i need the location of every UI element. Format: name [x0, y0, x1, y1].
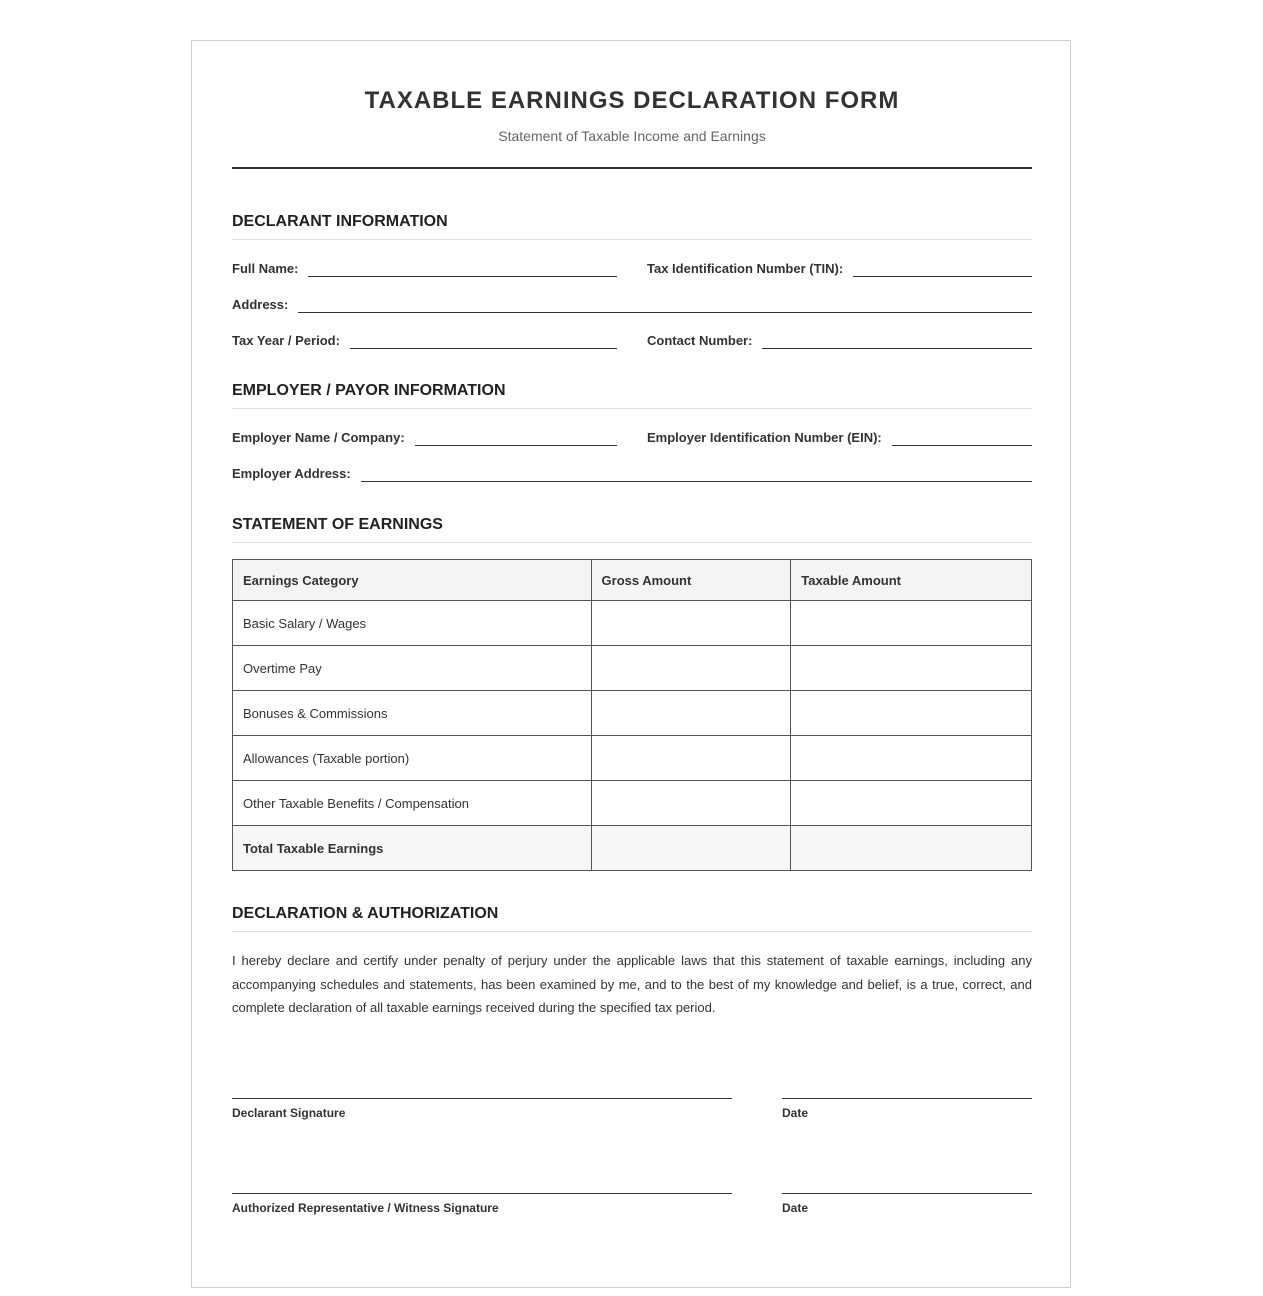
section-heading-declaration: DECLARATION & AUTHORIZATION: [232, 905, 1032, 932]
row-taxable-cell[interactable]: [791, 646, 1032, 691]
table-row: [233, 601, 1032, 646]
row-category: Other Taxable Benefits / Compensation: [233, 781, 592, 826]
column-header-category: Earnings Category: [233, 560, 592, 601]
row-gross-cell[interactable]: [591, 691, 791, 736]
row-category: Basic Salary / Wages: [233, 601, 592, 646]
column-header-gross: Gross Amount: [591, 560, 791, 601]
header-divider: [232, 167, 1032, 169]
employer-name-input-line[interactable]: [415, 431, 617, 446]
tin-input-line[interactable]: [853, 262, 1032, 277]
declarant-date-label: Date: [782, 1106, 809, 1120]
full-name-field[interactable]: [232, 257, 617, 277]
row-category: Bonuses & Commissions: [233, 691, 592, 736]
address-field[interactable]: [232, 293, 1032, 313]
total-row: [233, 826, 1032, 871]
declaration-text: I hereby declare and certify under penalty of perjury under the applicable laws that this statement of taxable earnings, including any accompanying schedules and statements, has been examined by me, and to the best of my knowledge and belief, is a true, correct, and complete declaration of all taxable earnings received during the specified tax period.: [232, 953, 1032, 1015]
column-header-taxable: Taxable Amount: [791, 560, 1032, 601]
table-row: [233, 781, 1032, 826]
employer-address-label: Employer Address:: [232, 466, 351, 481]
tax-year-input-line[interactable]: [350, 334, 617, 349]
form-title: TAXABLE EARNINGS DECLARATION FORM: [364, 87, 900, 114]
row-gross-cell[interactable]: [591, 646, 791, 691]
row-taxable-cell[interactable]: [791, 691, 1032, 736]
section-heading-earnings: STATEMENT OF EARNINGS: [232, 516, 1032, 543]
witness-date-label: Date: [782, 1201, 809, 1215]
full-name-label: Full Name:: [232, 261, 299, 276]
table-row: [233, 646, 1032, 691]
earnings-table: [232, 559, 1032, 871]
declarant-signature-label: Declarant Signature: [232, 1106, 346, 1120]
row-gross-cell[interactable]: [591, 736, 791, 781]
witness-date-line[interactable]: [782, 1193, 1032, 1194]
address-label: Address:: [232, 297, 289, 312]
row-gross-cell[interactable]: [591, 781, 791, 826]
form-subtitle: Statement of Taxable Income and Earnings: [498, 128, 766, 144]
tax-year-label: Tax Year / Period:: [232, 333, 340, 348]
ein-field[interactable]: [647, 426, 1032, 446]
declarant-date-line[interactable]: [782, 1098, 1032, 1099]
employer-name-label: Employer Name / Company:: [232, 430, 405, 445]
witness-signature-line[interactable]: [232, 1193, 732, 1194]
ein-label: Employer Identification Number (EIN):: [647, 430, 882, 445]
witness-signature-label: Authorized Representative / Witness Signature: [232, 1201, 499, 1215]
table-row: [233, 736, 1032, 781]
earnings-table-header-row: [233, 560, 1032, 601]
total-taxable-cell[interactable]: [791, 826, 1032, 871]
total-gross-cell[interactable]: [591, 826, 791, 871]
row-category: Overtime Pay: [233, 646, 592, 691]
ein-input-line[interactable]: [892, 431, 1032, 446]
row-gross-cell[interactable]: [591, 601, 791, 646]
tin-field[interactable]: [647, 257, 1032, 277]
section-heading-declarant: DECLARANT INFORMATION: [232, 213, 1032, 240]
employer-name-field[interactable]: [232, 426, 617, 446]
row-category: Allowances (Taxable portion): [233, 736, 592, 781]
full-name-input-line[interactable]: [308, 262, 617, 277]
total-label: Total Taxable Earnings: [233, 826, 592, 871]
tin-label: Tax Identification Number (TIN):: [647, 261, 844, 276]
address-input-line[interactable]: [298, 298, 1032, 313]
contact-number-field[interactable]: [647, 329, 1032, 349]
table-row: [233, 691, 1032, 736]
employer-address-field[interactable]: [232, 462, 1032, 482]
row-taxable-cell[interactable]: [791, 781, 1032, 826]
declarant-signature-line[interactable]: [232, 1098, 732, 1099]
row-taxable-cell[interactable]: [791, 736, 1032, 781]
employer-address-input-line[interactable]: [361, 467, 1032, 482]
contact-number-input-line[interactable]: [762, 334, 1032, 349]
tax-year-field[interactable]: [232, 329, 617, 349]
form-page: [191, 40, 1071, 1288]
row-taxable-cell[interactable]: [791, 601, 1032, 646]
contact-number-label: Contact Number:: [647, 333, 753, 348]
section-heading-employer: EMPLOYER / PAYOR INFORMATION: [232, 382, 1032, 409]
